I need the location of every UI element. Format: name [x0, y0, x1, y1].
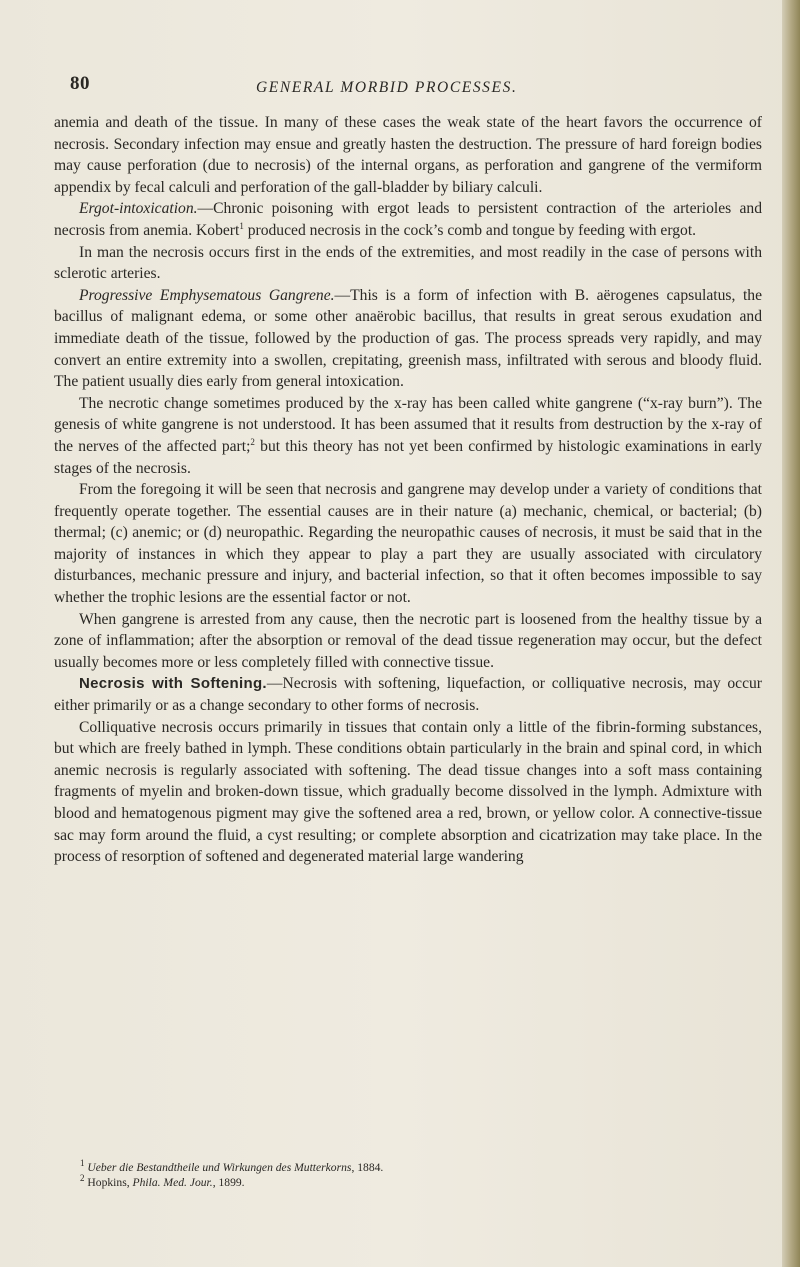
paragraph: Necrosis with Softening.—Necrosis with softening, liquefaction, or colliquative necrosis, may occur either primarily or as a change secondary to other forms of necrosis.: [54, 675, 762, 715]
page-edge: [782, 0, 800, 1267]
section-heading: Necrosis with Softening.: [79, 675, 267, 693]
footnote-title: Ueber die Bestandtheile und Wirkungen des Mutterkorns: [87, 1161, 352, 1174]
footnote-ref: 2: [250, 436, 255, 447]
footnote-ref: 1: [239, 220, 244, 231]
paragraph: When gangrene is arrested from any cause, then the necrotic part is loosened from the healthy tissue by a zone of inflammation; after the absorption or removal of the dead tissue regeneration may occur, but the defect usually becomes more or less completely filled with connective tissue.: [54, 610, 762, 671]
footnotes: [54, 1160, 762, 1190]
footnote-title: Phila. Med. Jour.: [132, 1176, 213, 1189]
paragraph: Colliquative necrosis occurs primarily in tissues that contain only a little of the fibrin-forming substances, but which are freely bathed in lymph. These conditions obtain particularly in the brain and spinal cord, in which anemic necrosis is regularly associated with softening. The dead tissue changes into a soft mass containing fragments of myelin and broken-down tissue, which gradually become dissolved in the lymph. Admixture with blood and hematogenous pigment may give the softened area a red, brown, or yellow color. A connective-tissue sac may form around the fluid, a cyst resulting; or complete absorption and cicatrization may take place. In the process of resorption of softened and degenerated material large wandering: [54, 718, 762, 866]
footnote-mark: 1: [80, 1158, 85, 1169]
paragraph: Ergot-intoxication.—Chronic poisoning with ergot leads to persistent contraction of the arterioles and necrosis from anemia. Kobert$^1$ produced necrosis in the cock’s comb and tongue by feeding with ergot.: [54, 200, 762, 239]
footnote: $^2$ Hopkins, Phila. Med. Jour., 1899.: [80, 1173, 245, 1189]
paragraph: anemia and death of the tissue. In many of these cases the weak state of the heart favors the occurrence of necrosis. Secondary infection may ensue and greatly hasten the destruction. The pressure of hard foreign bodies may cause perforation (due to necrosis) of the internal organs, as perforation and gangrene of the vermiform appendix by fecal calculi and perforation of the gall-bladder by biliary calculi.: [54, 114, 762, 196]
running-title: GENERAL MORBID PROCESSES.: [256, 79, 518, 96]
paragraph: The necrotic change sometimes produced by the x-ray has been called white gangrene (“x-ray burn”). The genesis of white gangrene is not understood. It has been assumed that it results from destruction by the x-ray of the nerves of the affected part;$^2$ but this theory has not yet been confirmed by histologic examinations in early stages of the necrosis.: [54, 394, 762, 477]
section-heading: Progressive Emphysematous Gangrene.: [79, 286, 335, 304]
section-heading: Ergot-intoxication.: [79, 200, 198, 218]
footnote-mark: 2: [80, 1173, 85, 1184]
page-number: 80: [70, 73, 90, 94]
paragraph: Progressive Emphysematous Gangrene.—This is a form of infection with B. aërogenes capsulatus, the bacillus of malignant edema, or some other anaërobic bacillus, that results in great serous exudation and immediate death of the tissue, followed by the production of gas. The process spreads very rapidly, and may convert an entire extremity into a swollen, crepitating, greenish mass, infiltrated with serous and bloody fluid. The patient usually dies early from general intoxication.: [54, 286, 762, 391]
paragraph: In man the necrosis occurs first in the ends of the extremities, and most readily in the case of persons with sclerotic arteries.: [54, 243, 762, 283]
footnote: $^1$ Ueber die Bestandtheile und Wirkungen des Mutterkorns, 1884.: [80, 1158, 384, 1174]
body-text: [54, 112, 762, 868]
paragraph: From the foregoing it will be seen that necrosis and gangrene may develop under a variety of conditions that frequently operate together. The essential causes are in their nature (a) mechanic, chemical, or bacterial; (b) thermal; (c) anemic; or (d) neuropathic. Regarding the neuropathic causes of necrosis, it must be said that in the majority of instances in which they appear to play a part they are usually associated with circulatory disturbances, mechanic pressure and injury, and bacterial infection, so that it often becomes impossible to say whether the trophic lesions are the essential factor or not.: [54, 481, 762, 607]
